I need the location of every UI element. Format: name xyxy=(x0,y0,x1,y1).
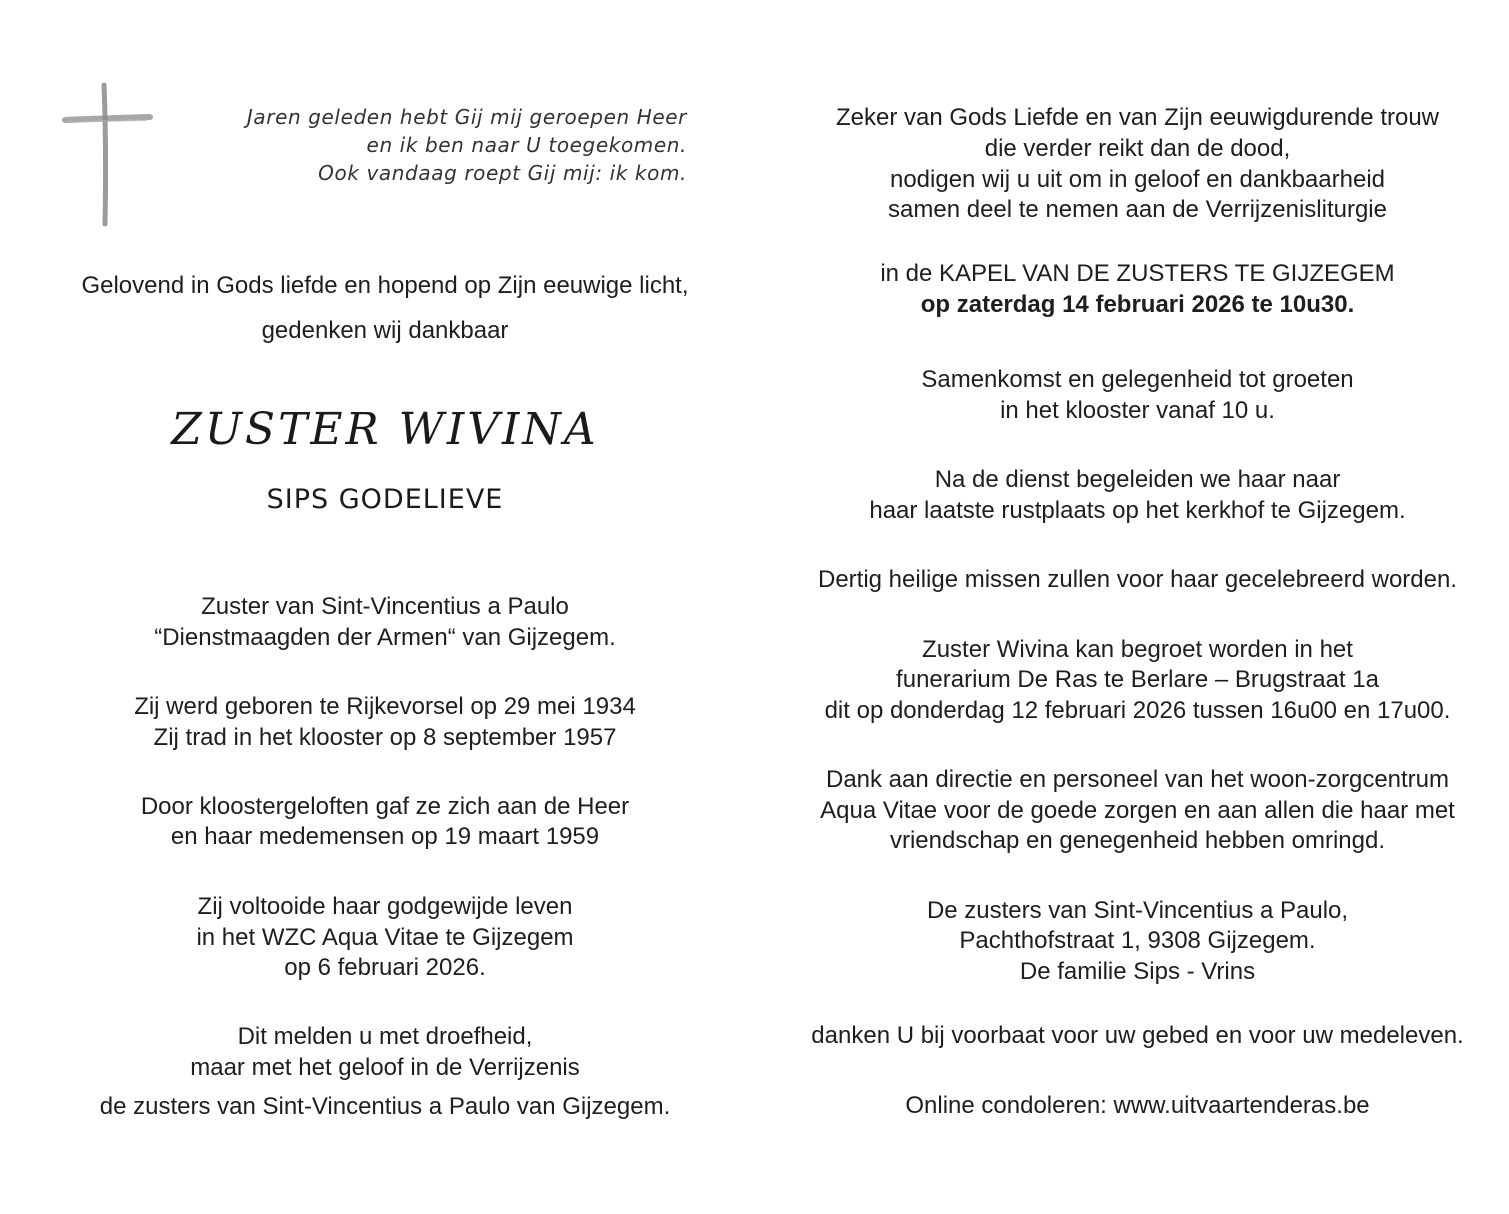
death-line: in het WZC Aqua Vitae te Gijzegem xyxy=(196,924,574,951)
ceremony-datetime: op zaterdag 14 februari 2026 te 10u30. xyxy=(920,291,1355,318)
visitation-line: dit op donderdag 12 februari 2026 tussen 16u00 en 17u00. xyxy=(824,697,1451,724)
life-date-line: Zij trad in het klooster op 8 september 1957 xyxy=(153,724,617,751)
gathering-line: in het klooster vanaf 10 u. xyxy=(1000,397,1275,424)
gathering-line: Samenkomst en gelegenheid tot groeten xyxy=(921,366,1354,393)
death-line: op 6 februari 2026. xyxy=(284,954,486,981)
poem-line: en ik ben naar U toegekomen. xyxy=(366,133,687,157)
signatory-line: De familie Sips - Vrins xyxy=(1019,958,1256,985)
invitation-line: samen deel te nemen aan de Verrijzenisliturgie xyxy=(888,196,1387,223)
signatory-line: Pachthofstraat 1, 9308 Gijzegem. xyxy=(959,927,1316,954)
death-line: Zij voltooide haar godgewijde leven xyxy=(197,893,573,920)
burial-line: haar laatste rustplaats op het kerkhof te Gijzegem. xyxy=(869,497,1406,524)
invitation-line: Zeker van Gods Liefde en van Zijn eeuwigdurende trouw xyxy=(835,104,1440,131)
invitation-line: die verder reikt dan de dood, xyxy=(984,135,1291,162)
announcement-line: Dit melden u met droefheid, xyxy=(237,1023,533,1050)
thanks-line: vriendschap en genegenheid hebben omringd. xyxy=(889,827,1386,854)
vows-line: Door kloostergeloften gaf ze zich aan de Heer xyxy=(140,793,630,820)
cross-icon xyxy=(60,82,155,227)
visitation-line: Zuster Wivina kan begroet worden in het xyxy=(922,636,1353,663)
thanks-line: Dank aan directie en personeel van het woon-zorgcentrum xyxy=(825,766,1450,793)
online-condolence-text: Online condoleren: www.uitvaartenderas.be xyxy=(905,1092,1370,1119)
visitation-line: funerarium De Ras te Berlare – Brugstraat 1a xyxy=(896,666,1379,693)
poem-line: Ook vandaag roept Gij mij: ik kom. xyxy=(318,161,687,185)
signatory-line: De zusters van Sint-Vincentius a Paulo, xyxy=(926,897,1349,924)
intro-line: gedenken wij dankbaar xyxy=(261,317,509,344)
masses-text: Dertig heilige missen zullen voor haar gecelebreerd worden. xyxy=(817,566,1457,593)
announcement-line: de zusters van Sint-Vincentius a Paulo van Gijzegem. xyxy=(99,1093,671,1120)
deceased-civil-name: SIPS GODELIEVE xyxy=(266,484,504,515)
congregation-line: Zuster van Sint-Vincentius a Paulo xyxy=(201,593,569,620)
closing-text: danken U bij voorbaat voor uw gebed en voor uw medeleven. xyxy=(811,1022,1464,1049)
burial-line: Na de dienst begeleiden we haar naar xyxy=(934,466,1341,493)
invitation-line: nodigen wij u uit om in geloof en dankbaarheid xyxy=(889,166,1385,193)
deceased-name: ZUSTER WIVINA xyxy=(171,404,599,455)
life-date-line: Zij werd geboren te Rijkevorsel op 29 mei 1934 xyxy=(134,693,636,720)
ceremony-location: in de KAPEL VAN DE ZUSTERS TE GIJZEGEM xyxy=(880,260,1395,287)
congregation-line: “Dienstmaagden der Armen“ van Gijzegem. xyxy=(154,624,616,651)
thanks-line: Aqua Vitae voor de goede zorgen en aan allen die haar met xyxy=(820,797,1455,824)
intro-line: Gelovend in Gods liefde en hopend op Zijn eeuwige licht, xyxy=(81,272,689,299)
announcement-line: maar met het geloof in de Verrijzenis xyxy=(190,1054,580,1081)
vows-line: en haar medemensen op 19 maart 1959 xyxy=(170,823,600,850)
poem-line: Jaren geleden hebt Gij mij geroepen Heer xyxy=(246,105,687,129)
